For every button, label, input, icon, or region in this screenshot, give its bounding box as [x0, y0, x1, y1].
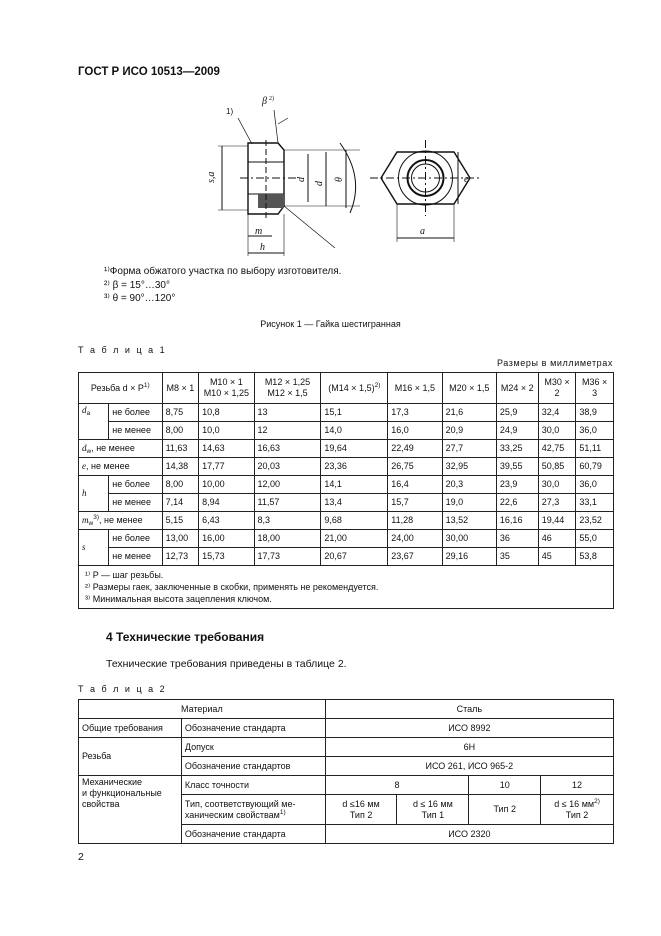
- cell: 14,38: [162, 458, 199, 476]
- table-row: [79, 738, 614, 757]
- cell: 19,64: [321, 440, 388, 458]
- cell: 13,00: [162, 530, 199, 548]
- fig-beta: β: [262, 96, 267, 107]
- cell: 22,49: [388, 440, 442, 458]
- cell: 7,14: [162, 494, 199, 512]
- dimensions-table: [78, 372, 614, 609]
- crimp-zone: [258, 194, 284, 208]
- cell: 11,28: [388, 512, 442, 530]
- cell: 38,9: [576, 404, 614, 422]
- cell: 21,00: [321, 530, 388, 548]
- t2-iso2320: ИСО 2320: [325, 825, 613, 844]
- table1-header-thread: Резьба $d \times P^{1)}$: [79, 373, 163, 404]
- table-row: [79, 512, 614, 530]
- t2-type-10: Тип 2: [469, 795, 541, 825]
- cell: 8,94: [199, 494, 254, 512]
- cell: 22,6: [496, 494, 538, 512]
- table-row: [79, 776, 614, 795]
- cell: 27,7: [442, 440, 496, 458]
- t2-iso261: ИСО 261, ИСО 965-2: [325, 757, 613, 776]
- table1-units: Размеры в миллиметрах: [496, 358, 613, 368]
- table2-label: Т а б л и ц а 2: [78, 684, 167, 694]
- table1-col-7: M30 × 2: [538, 373, 576, 404]
- t2-material: Материал: [79, 700, 326, 719]
- table1-footnotes-row: [79, 566, 614, 609]
- cell: 27,3: [538, 494, 576, 512]
- table1-col-2: M12 × 1,25 M12 × 1,5: [254, 373, 321, 404]
- cell: 45: [538, 548, 576, 566]
- t2-class-10: 10: [469, 776, 541, 795]
- t2-type-8b: d ≤ 16 мм Тип 1: [397, 795, 469, 825]
- table1-col-3: $(M14 \times 1,5)^{2)}$: [321, 373, 388, 404]
- cell: 16,4: [388, 476, 442, 494]
- fig-label-sa: s,a: [206, 171, 217, 183]
- section-paragraph: Технические требования приведены в таблице 2.: [106, 658, 347, 670]
- table1-footnote-3: ³⁾ Минимальная высота зацепления ключом.: [85, 594, 272, 604]
- cell: 30,0: [538, 422, 576, 440]
- cell: 55,0: [576, 530, 614, 548]
- cell: 12: [254, 422, 321, 440]
- cell: 12,73: [162, 548, 199, 566]
- row-qual: не менее: [109, 422, 162, 440]
- hex-nut-drawing: [200, 88, 490, 258]
- cell: 10,8: [199, 404, 254, 422]
- cell: 24,9: [496, 422, 538, 440]
- cell: 24,00: [388, 530, 442, 548]
- cell: 51,11: [576, 440, 614, 458]
- row-param-s: s: [79, 530, 109, 566]
- cell: 33,1: [576, 494, 614, 512]
- row-param-mw: $m_w^{3)}$, не менее: [79, 512, 163, 530]
- cell: 10,0: [199, 422, 254, 440]
- table-row: [79, 476, 614, 494]
- row-qual: не более: [109, 476, 162, 494]
- t2-mech: Механические и функциональные свойства: [79, 776, 182, 844]
- cell: 14,63: [199, 440, 254, 458]
- cell: 13: [254, 404, 321, 422]
- cell: 32,95: [442, 458, 496, 476]
- t2-class-8: 8: [325, 776, 469, 795]
- row-param-dw: $d_w$, не менее: [79, 440, 163, 458]
- fig-label-a: a: [420, 226, 425, 237]
- t2-std-designation-2: Обозначение стандарта: [181, 825, 325, 844]
- cell: 36: [496, 530, 538, 548]
- fig-label-mw: m: [255, 226, 263, 237]
- cell: 8,3: [254, 512, 321, 530]
- table1-col-0: M8 × 1: [162, 373, 199, 404]
- cell: 13,4: [321, 494, 388, 512]
- cell: 11,57: [254, 494, 321, 512]
- cell: 26,75: [388, 458, 442, 476]
- cell: 15,73: [199, 548, 254, 566]
- t2-steel: Сталь: [325, 700, 613, 719]
- cell: 36,0: [576, 422, 614, 440]
- fig-label-d: d: [296, 177, 307, 182]
- cell: 53,8: [576, 548, 614, 566]
- t2-tol-value: 6H: [325, 738, 613, 757]
- table-row: [79, 530, 614, 548]
- cell: 19,0: [442, 494, 496, 512]
- cell: 39,55: [496, 458, 538, 476]
- fig-label-theta: θ: [334, 177, 345, 182]
- fig-beta-note: 2): [269, 96, 274, 102]
- cell: 20,67: [321, 548, 388, 566]
- cell: 6,43: [199, 512, 254, 530]
- table2-header-row: [79, 700, 614, 719]
- cell: 17,77: [199, 458, 254, 476]
- table1-footnote-2: ²⁾ Размеры гаек, заключенные в скобки, применять не рекомендуется.: [85, 582, 379, 592]
- cell: 17,3: [388, 404, 442, 422]
- table1-label: Т а б л и ц а 1: [78, 345, 167, 355]
- row-qual: не менее: [109, 548, 162, 566]
- t2-tolerance: Допуск: [181, 738, 325, 757]
- cell: 32,4: [538, 404, 576, 422]
- cell: 20,3: [442, 476, 496, 494]
- cell: 14,1: [321, 476, 388, 494]
- cell: 9,68: [321, 512, 388, 530]
- t2-general-req: Общие требования: [79, 719, 182, 738]
- cell: 50,85: [538, 458, 576, 476]
- cell: 29,16: [442, 548, 496, 566]
- nut-top-view: [370, 140, 482, 242]
- t2-thread: Резьба: [79, 738, 182, 776]
- cell: 8,75: [162, 404, 199, 422]
- row-param-da: $d_a$: [79, 404, 109, 440]
- cell: 46: [538, 530, 576, 548]
- page-number: 2: [78, 851, 84, 863]
- cell: 12,00: [254, 476, 321, 494]
- t2-accuracy-class: Класс точности: [181, 776, 325, 795]
- table-row: [79, 458, 614, 476]
- cell: 16,16: [496, 512, 538, 530]
- figure-footnote-2: ²⁾ β = 15°…30°: [104, 280, 170, 291]
- t2-iso8992: ИСО 8992: [325, 719, 613, 738]
- cell: 23,9: [496, 476, 538, 494]
- cell: 8,00: [162, 422, 199, 440]
- cell: 16,63: [254, 440, 321, 458]
- cell: 20,03: [254, 458, 321, 476]
- table1-col-5: M20 × 1,5: [442, 373, 496, 404]
- table1-header-row: [79, 373, 614, 404]
- cell: 25,9: [496, 404, 538, 422]
- requirements-table: [78, 699, 614, 844]
- fig-label-h: h: [260, 242, 265, 253]
- cell: 15,7: [388, 494, 442, 512]
- fig-label-dw: d: [314, 181, 325, 186]
- row-qual: не более: [109, 404, 162, 422]
- cell: 16,0: [388, 422, 442, 440]
- cell: 19,44: [538, 512, 576, 530]
- table1-footnote-1: ¹⁾ P — шаг резьбы.: [85, 570, 164, 580]
- figure-caption: Рисунок 1 — Гайка шестигранная: [260, 319, 401, 329]
- table-row: [79, 494, 614, 512]
- figure-footnote-1: ¹⁾Форма обжатого участка по выбору изготовителя.: [104, 266, 342, 277]
- table1-col-6: M24 × 2: [496, 373, 538, 404]
- cell: 8,00: [162, 476, 199, 494]
- cell: 23,67: [388, 548, 442, 566]
- table-row: [79, 440, 614, 458]
- figure-footnote-3: ³⁾ θ = 90°…120°: [104, 293, 176, 304]
- cell: 21,6: [442, 404, 496, 422]
- cell: 60,79: [576, 458, 614, 476]
- cell: 36,0: [576, 476, 614, 494]
- row-qual: не более: [109, 530, 162, 548]
- table-row: [79, 719, 614, 738]
- cell: 30,0: [538, 476, 576, 494]
- cell: 17,73: [254, 548, 321, 566]
- cell: 11,63: [162, 440, 199, 458]
- table-row: [79, 404, 614, 422]
- cell: 33,25: [496, 440, 538, 458]
- fig-callout-1: 1): [226, 107, 234, 116]
- t2-type-label: Тип, соответствующий ме- ханическим свойствам$^{1)}$: [181, 795, 325, 825]
- t2-std-designation: Обозначение стандарта: [181, 719, 325, 738]
- t2-type-12: d ≤ 16 $мм^{2)}$ Тип 2: [541, 795, 614, 825]
- cell: 14,0: [321, 422, 388, 440]
- row-param-e: e, не менее: [79, 458, 163, 476]
- t2-type-8a: d ≤16 мм Тип 2: [325, 795, 397, 825]
- table-row: [79, 548, 614, 566]
- section-title: 4 Технические требования: [106, 630, 265, 644]
- cell: 16,00: [199, 530, 254, 548]
- cell: 10,00: [199, 476, 254, 494]
- table1-col-1: M10 × 1 M10 × 1,25: [199, 373, 254, 404]
- row-param-h: h: [79, 476, 109, 512]
- nut-side-view: [218, 110, 360, 256]
- table1-col-8: M36 × 3: [576, 373, 614, 404]
- t2-class-12: 12: [541, 776, 614, 795]
- cell: 13,52: [442, 512, 496, 530]
- t2-stds-designation: Обозначение стандартов: [181, 757, 325, 776]
- cell: 18,00: [254, 530, 321, 548]
- table-row: [79, 422, 614, 440]
- cell: 35: [496, 548, 538, 566]
- cell: 20,9: [442, 422, 496, 440]
- table1-footnotes: [79, 566, 614, 609]
- row-qual: не менее: [109, 494, 162, 512]
- cell: 42,75: [538, 440, 576, 458]
- table1-col-4: M16 × 1,5: [388, 373, 442, 404]
- cell: 23,52: [576, 512, 614, 530]
- cell: 5,15: [162, 512, 199, 530]
- document-header: ГОСТ Р ИСО 10513—2009: [78, 66, 220, 78]
- fig-label-e: e: [464, 174, 469, 185]
- cell: 30,00: [442, 530, 496, 548]
- cell: 23,36: [321, 458, 388, 476]
- cell: 15,1: [321, 404, 388, 422]
